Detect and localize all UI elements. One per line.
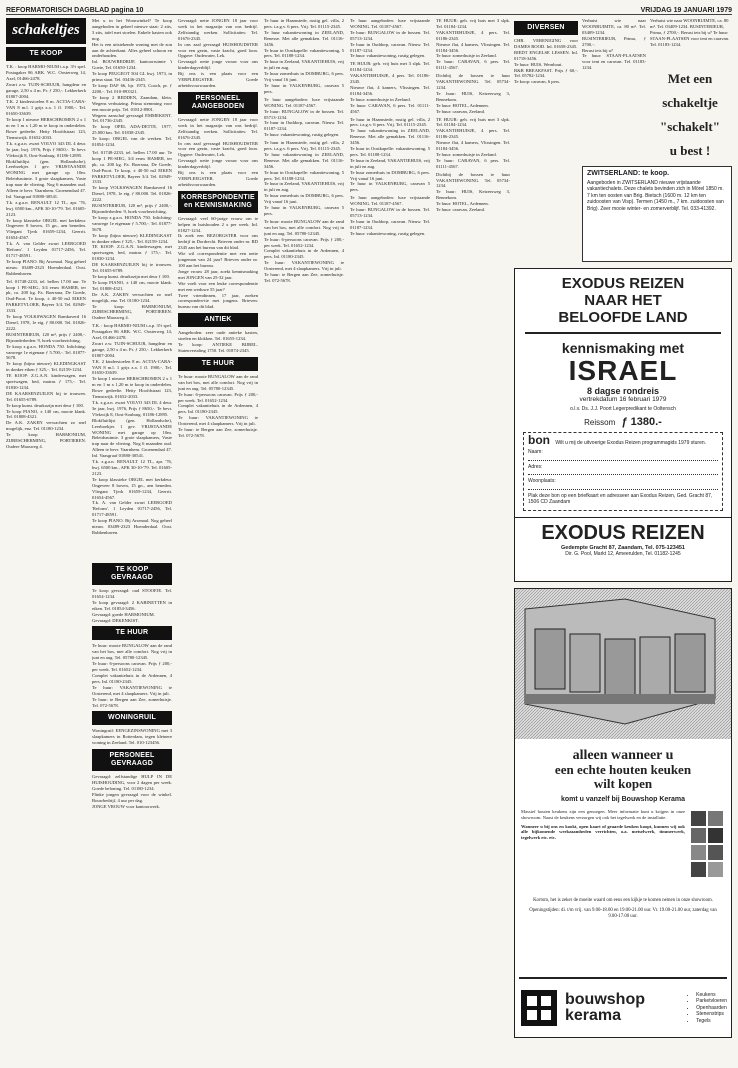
section-woningruil: WONINGRUIL xyxy=(92,711,172,725)
exodus-address: Gedempte Gracht 87, Zaandam, Tel. 075-123451 xyxy=(560,544,685,551)
bouwshop-kerama-ad xyxy=(514,588,732,1038)
classified-text: Verhuist wie naar WOONRUIMTE, ca. 80 m². Tel. 03409-1234. BUSINTERIEUR, Prima, ƒ 2700,-. Berust iets bij u? Te huur: STAAN-PLAATSEN voor tent en caravan. Tel. 01183-1234. xyxy=(582,18,646,71)
kerama-brand: bouwshop kerama xyxy=(565,991,645,1024)
section-te-koop: TE KOOP xyxy=(6,47,86,61)
kerama-bullet: • Tegels xyxy=(696,1018,727,1025)
section-te-huur: TE HUUR xyxy=(178,357,258,371)
classified-text: Dichtbij de bossen te huur VAKANTIEWONING. Tel. 05734-1234. Te huur: HUIS, Keizersweg 3, Bennekom. Te huur: HOTEL, Ardennen. Te huur: caravan, Zeeland. xyxy=(436,171,510,213)
section-diversen: DIVERSEN xyxy=(514,21,578,35)
coupon-instructions: Plak deze bon op een briefkaart en adresseer aan Exodus Reizen, Ged. Gracht 87, 1506 CD Zaandam xyxy=(528,492,713,505)
header-paper-name: REFORMATORISCH DAGBLAD pagina 10 xyxy=(6,7,144,14)
classified-text: Te huur in Haamstede, rustig gel. villa, 2 pers. t.a.g.v. 6 pers. Vrij. Tel. 01115-2345. Te huur vakantiewoning in ZEELAND, Renesse. Met alle gemakken. Tel. 01116-3456. Te huur in Oostkapelle: vakantiewoning, 5 pers. Tel. 01188-1234. Te huur in Zeeland, VAKANTIEHUIS, vrij in juli en aug. Te huur zomerhuis in DOMBURG, 6 pers. Vrij vanaf 16 juni. Te huur in VALKENBURG, caravan 5 pers. xyxy=(264,18,344,94)
met-een-line4: u best ! xyxy=(669,143,711,158)
kerama-bullet: • Openhaarden xyxy=(696,1005,727,1012)
classified-text: Gevraagd: nette JONGEN 18 jaar voor werk in het magazijn van ons bedrijf. Zelfstandig werken. Sollicitaties: Tel. 01676-2345. In ons zaal gevraagd HUISHOUDSTER voor een gezin, vaste kracht, goed loon. Opgave: Oudewater, Lek. Gevraagd: nette jonge vrouw voor ons kinderdagverblijf. Bij ons is een plaats voor een VERPLEEGSTER. Goede arbeidsvoorwaarden. xyxy=(178,116,258,187)
kerama-logo-icon xyxy=(519,988,559,1028)
tile-samples-icon xyxy=(689,809,725,889)
classified-text: Te huur: mooie BUNGALOW aan de rand van het bos, met alle comfort. Nog vrij in juni en aug. Tel. 05780-12345. Te huur: 6-persoons caravan. Prijs ƒ 200,- per week. Tel. 01652-1234. Complet vakantiehuis in de Ardennen, 4 pers. Inl. 01180-2345. Te huur: VAKANTIEWONING te Oosterend, met 4 slaapkamers. Vrij in juli. Te huur: te Bergen aan Zee, zomerhuisje. Tel. 072-5678. xyxy=(264,218,344,283)
classified-text: Gevraagd: nette JONGEN 18 jaar voor werk in het magazijn van ons bedrijf. Zelfstandig werken. Sollicitaties: Tel. 01676-2345. In ons zaal gevraagd HUISHOUDSTER voor een gezin, vaste kracht, goed loon. Opgave: Oudewater, Lek. Gevraagd: nette jonge vrouw voor ons kinderdagverblijf. Bij ons is een plaats voor een VERPLEEGSTER. Goede arbeidsvoorwaarden. xyxy=(178,18,258,88)
classified-text: Tel. 01748-2233, tel. bellen 17.00 uur. Te koop 1 PE-SIEG, 3/4 eeuw HAMER, ter pk, ca. 200 kg. Fa. Boersma, De Goede, Oud-Poort. Te koop, ± 40-50 m2 EIKEN PARKETVLOER, Bayeer 3/4. Tel. 02949-1333. Te koop VOLKSWAGEN Ramkaverd 16 Diesel, 1978, 1e eig. ƒ 80.000. Tel. 01826-2222. BUSINTERIEUR, 120 m², prijs ƒ 2400,-. Bijzonderheden: 9, boek voorbezichting. Te koop z.g.a.n. HONDA 750. Inlichting: vanwege 1e eigenaar ƒ 5.700,-. Tel. 01877-5678. Te koop (bijna nieuwe) KLEDINGKAST in donker eiken ƒ 325,-. Tel. 02159-1234. TE KOOP: Z.G.A.N. kinderwagen, met sportwagen, bed, matras ƒ 175,-. Tel. 01830-1234. DE KAARSENZUILEN bij te trouwen. Tel. 01655-6789. Te koop kunst. deurkozijn met deur ƒ 100. Te koop PIANO, ± 140 cm, mooie klank. Tel. 01808-4321. De A.K. ZAKEN verwachten zo snel mogelijk, enz. Tel. 01180-1234. Te koop HARMONIUM, ZIJBESCHERMING, PORTIEREN. Oudere Maasweg 4. xyxy=(6,278,86,449)
coupon-bon-label: bon xyxy=(528,432,550,447)
classified-text: Woningruil: EENGEZINSWONING met 3 slaapkamers in Rotterdam, tegen kleinere woning in Zeeland. Tel. 010-123456. xyxy=(92,728,172,746)
classified-text: T.K. : koop HARMO-NIUM t.a.p. 3½ spel. Postagaker 86 ARK. W.C. Oosterweg 14, Axel, 01466-2478. Zwart z.w. TUIN-SCHUUR, hangdeur en garage, 2,50 x 4 m. Pr. ƒ 250,-. Lekkerkerk 01807-2004. T.K. 2 kinderstoelen 8 m. ACTIA-CARA-VAN 8 m.l. 1 grijs z.a. 1 fl. 1900,-. Tel. 01650-33639. Te koop 1 nieuwe HERSCHBOMEN 2 x 1 m en 1 m x 1,20 m te koop in onderdelen. Bowe gedeelte. Hetty Hoofdstraat 123, Tiemstwijk. 01652-2033. T.k. z.g.a.n. zwart VOLVO 343 DL 4 deur. 3e jaar, bwj. 1976, Prijs ƒ 8650,-. Te bevr. Vlekwijk 8, Oost-Souburg. 01186-12895. Blokfluitlijst (gen. Hollandsche), Leerboekjes 1 gev. VRIJSTAANDE WONING met garage op 10m. Beleidsruimte. 3 grote slaapkamers, Vaste trap naar de vliering. Nog 6 maanden oud. Alleen te bevr. Vaarnhem. Groenendaal 47. Inl. Vaasgraaf 01880-30541. T.k. z.g.a.n. RENAULT 12 TL, apr. '76, bwj. 6500 km., APK 30-10-'79. Tel. 01605-2123. Te koop klassieke ORGEL met kerkdeur. Ongeveer 8 boven, 15 gn., aen beneden. Vliegant Tjerk 01659-1234, Geerrit. 01654-4567. T.k. A. van Gelder zwart LEERGOED 'Reform'. 1 Leyden 01717-2456, Tel. 01717-48591. Te koop PIANO. Bij Arsenaal. Nog geheel nieuw. 03489-2323 Hoenderdaal. Oost. Rubbenhaven. xyxy=(92,323,172,535)
classified-text: Tel. 01748-2233, tel. bellen 17.00 uur. Te koop 1 PE-SIEG, 3/4 eeuw HAMER, ter pk, ca. 200 kg. Fa. Boersma, De Goede, Oud-Poort. Te koop, ± 40-50 m2 EIKEN PARKETVLOER, Bayeer 3/4. Tel. 02949-1333. Te koop VOLKSWAGEN Ramkaverd 16 Diesel, 1978, 1e eig. ƒ 80.000. Tel. 01826-2222. BUSINTERIEUR, 120 m², prijs ƒ 2400,-. Bijzonderheden: 9, boek voorbezichting. Te koop z.g.a.n. HONDA 750. Inlichting: vanwege 1e eigenaar ƒ 5.700,-. Tel. 01877-5678. Te koop (bijna nieuwe) KLEDINGKAST in donker eiken ƒ 325,-. Tel. 02159-1234. TE KOOP: Z.G.A.N. kinderwagen, met sportwagen, bed, matras ƒ 175,-. Tel. 01830-1234. DE KAARSENZUILEN bij te trouwen. Tel. 01655-6789. Te koop kunst. deurkozijn met deur ƒ 100. Te koop PIANO, ± 140 cm, mooie klank. Tel. 01808-4321. De A.K. ZAKEN verwachten zo snel mogelijk, enz. Tel. 01180-1234. Te koop HARMONIUM, ZIJBESCHERMING, PORTIEREN. Oudere Maasweg 4. xyxy=(92,149,172,321)
column-3 xyxy=(178,18,258,1058)
classified-text: Dichtbij de bossen te huur VAKANTIEWONING. Tel. 05734-1234. Te huur: HUIS, Keizersweg 3, Bennekom. Te huur: HOTEL, Ardennen. Te huur: caravan, Zeeland. xyxy=(436,73,510,114)
page-header xyxy=(6,4,732,15)
section-personeel-gevraagd: PERSONEEL GEVRAAGD xyxy=(92,749,172,771)
exodus-sub1: kennismaking met xyxy=(561,339,685,356)
classified-text: CHR. VERENIGING voor DAMES ROOD. Inl. 01658-2345. BIEDT ENGELSE LESSEN. Inl. 01718-3456. Te huur: HUIS, Wernhout. B&B BREAKFAST. Prijs ƒ 60,-. Tel. 05782-1234. Te koop: caravan, 6 pers. xyxy=(514,38,578,85)
exodus-headline-3: BELOOFDE LAND xyxy=(558,309,688,326)
coupon-field-name[interactable]: Naam: xyxy=(528,449,718,461)
column-7 xyxy=(514,18,578,264)
zwitserland-title: ZWITSERLAND: te koop. xyxy=(587,170,670,177)
met-een-line2: schakeltje xyxy=(662,95,718,110)
tile-samples xyxy=(689,809,725,894)
column-4 xyxy=(264,18,344,1058)
keuken-body: Massief houten keukens zijn een genoegen. Meer informatie kunt u krijgen in onze showroom. Naast de keukens verzorgen wij ook het tegelwerk en de installatie. Wanneer u bij ons en kookt, open kaart of geaarde keuken koopt, kunnen wij ook alle bijkomende werkzaamheden verrichten, o.a. metselwerk, timmerwerk, tegelwerk etc. etc. xyxy=(521,809,685,841)
classified-text: Te koop gevraagd: oud STOOFJE. Tel. 01654-1234. Te koop gevraagd: 2 KABINETTEN in eiken. Tel. 01854-3456. Gevraagd: goede HARMONIUM. Gevraagd: DEKENKIST. xyxy=(92,588,172,623)
met-een-schakeltje-box xyxy=(650,70,730,160)
exodus-address-2: Dir. G. Pool, Markt 12, Ameerulden, Tel. 01182-1245 xyxy=(565,550,681,557)
exodus-rondreis: 8 dagse rondreis xyxy=(586,385,660,396)
classified-text: Te huur: mooie BUNGALOW aan de rand van het bos, met alle comfort. Nog vrij in juni en aug. Tel. 05780-12345. Te huur: 6-persoons caravan. Prijs ƒ 200,- per week. Tel. 01652-1234. Complet vakantiehuis in de Ardennen, 4 pers. Inl. 01180-2345. Te huur: VAKANTIEWONING te Oosterend, met 4 slaapkamers. Vrij in juli. Te huur: te Bergen aan Zee, zomerhuisje. Tel. 072-5678. xyxy=(178,373,258,438)
met-een-line3: "schakelt" xyxy=(660,119,720,134)
zwitserland-body: Aangeboden in ZWITSERLAND nieuwe vrijstaande vakantiechalets. Deze chalets bevinden zich in Mörel 1850 m. 7 km ten oosten van Brig. Bietsch (1600 m. 12 km ten zuidoosten van Visp). Termen (1450 m., 7 km. zuidoosten van Brig). Zeer mooie winter- en zomerverblijf. Tel. 033-41392. xyxy=(587,179,724,212)
kerama-bullets xyxy=(688,992,727,1025)
classified-text: T.K. : koop HARMO-NIUM t.a.p. 3½ spel. Postagaker 86 ARK. W.C. Oosterweg 14, Axel, 01466-2478. Zwart z.w. TUIN-SCHUUR, hangdeur en garage, 2,50 x 4 m. Pr. ƒ 250,-. Lekkerkerk 01807-2004. T.K. 2 kinderstoelen 8 m. ACTIA-CARA-VAN 8 m.l. 1 grijs z.a. 1 fl. 1900,-. Tel. 01650-33639. Te koop 1 nieuwe HERSCHBOMEN 2 x 1 m en 1 m x 1,20 m te koop in onderdelen. Bowe gedeelte. Hetty Hoofdstraat 123, Tiemstwijk. 01652-2033. T.k. z.g.a.n. zwart VOLVO 343 DL 4 deur. 3e jaar, bwj. 1976, Prijs ƒ 8650,-. Te bevr. Vlekwijk 8, Oost-Souburg. 01186-12895. Blokfluitlijst (gen. Hollandsche), Leerboekjes 1 gev. VRIJSTAANDE WONING met garage op 10m. Beleidsruimte. 3 grote slaapkamers, Vaste trap naar de vliering. Nog 6 maanden oud. Alleen te bevr. Vaarnhem. Groenendaal 47. Inl. Vaasgraaf 01880-30541. T.k. z.g.a.n. RENAULT 12 TL, apr. '76, bwj. 6500 km., APK 30-10-'79. Tel. 01605-2123. Te koop klassieke ORGEL met kerkdeur. Ongeveer 8 boven, 15 gn., aen beneden. Vliegant Tjerk 01659-1234, Geerrit. 01654-4567. T.k. A. van Gelder zwart LEERGOED 'Reform'. 1 Leyden 01717-2456, Tel. 01717-48591. Te koop PIANO. Bij Arsenaal. Nog geheel nieuw. 03489-2323 Hoenderdaal. Oost. Rubbenhaven. xyxy=(6,64,86,276)
column-2-lower xyxy=(92,560,172,1050)
column-9-top xyxy=(650,18,730,48)
section-te-huur-2: TE HUUR xyxy=(92,626,172,640)
schakeltjes-banner xyxy=(6,18,86,44)
classified-text: Te huur aangeboden: luxe vrijstaande WONING. Tel. 01187-4567. Te huur: BUNGALOW in de bossen. Tel. 05713-1234. Te huur in Ouddorp, caravan. Nieuw. Tel. 01187-1234. Te huur: vakantiewoning, rustig gelegen. xyxy=(350,18,430,59)
classified-text: Te huur in Haamstede, rustig gel. villa, 2 pers. t.a.g.v. 6 pers. Vrij. Tel. 01115-2345. Te huur vakantiewoning in ZEELAND, Renesse. Met alle gemakken. Tel. 01116-3456. Te huur in Oostkapelle: vakantiewoning, 5 pers. Tel. 01188-1234. Te huur in Zeeland, VAKANTIEHUIS, vrij in juli en aug. Te huur zomerhuis in DOMBURG, 6 pers. Vrij vanaf 16 juni. Te huur in VALKENBURG, caravan 5 pers. xyxy=(264,140,344,216)
column-1 xyxy=(6,18,86,1058)
keuken-line3: wilt kopen xyxy=(593,776,653,791)
exodus-price: ƒ 1380.- xyxy=(621,415,662,428)
keuken-line4: komt u vanzelf bij Bouwshop Kerama xyxy=(560,796,686,803)
section-antiek: ANTIEK xyxy=(178,313,258,327)
classified-text: Te huur aangeboden: luxe vrijstaande WONING. Tel. 01187-4567. Te huur: BUNGALOW in de bossen. Tel. 05713-1234. Te huur in Ouddorp, caravan. Nieuw. Tel. 01187-1234. Te huur: vakantiewoning, rustig gelegen. xyxy=(350,195,430,236)
zwitserland-ad xyxy=(582,166,732,262)
exodus-headline-2: NAAR HET xyxy=(584,292,662,309)
banner-title: schakeltjes xyxy=(12,22,80,39)
exodus-date: vertrekdatum 16 februari 1979 xyxy=(579,395,667,403)
classified-text: Aangeboden: zeer oude antieke kasten, stoelen en klokken. Tel. 01655-1234. Te koop: ANTIEKE BIJBEL. Statenvertaling 1750. Tel. 01874-2345. xyxy=(178,330,258,353)
column-5 xyxy=(350,18,430,1058)
kerama-footer xyxy=(519,977,727,1033)
classified-text: Verhuist wie naar WOONRUIMTE, ca. 80 m². Tel. 03409-1234. BUSINTERIEUR, Prima, ƒ 2700,-. Berust iets bij u? Te huur: STAAN-PLAATSEN voor tent en caravan. Tel. 01183-1234. xyxy=(650,18,730,47)
classified-text: TE HUUR: geh. vrij huis met 3 slpk. Tel. 01184-1234. VAKANTIEHUISJE, 4 pers. Tel. 01186-2345. Nieuwe flat, 4 kamers, Vlissingen. Tel. 01184-3456. Te huur: zomerhuisje in Zeeland. Te huur: CARAVAN, 6 pers. Tel. 01111-4567. xyxy=(436,18,510,71)
header-date: VRIJDAG 19 JANUARI 1979 xyxy=(640,7,732,14)
exodus-coupon[interactable] xyxy=(523,432,723,511)
keuken-route: Kortom, het is zeker de moeite waard om eens een kijkje te komen nemen in onze showroom. xyxy=(533,898,713,903)
exodus-price-label: Reissom xyxy=(584,417,616,427)
exodus-leader: o.l.v. Ds. J.J. Poort Legerpredikant te Ooltensch xyxy=(570,405,676,412)
section-korrespondentie: KORRESPONDENTIE en KENNISMAKING xyxy=(178,191,258,213)
keuken-line1: alleen wanneer u xyxy=(572,748,674,763)
section-personeel-aangeboden: PERSONEEL AANGEBODEN xyxy=(178,92,258,114)
column-6 xyxy=(436,18,510,1058)
section-te-koop-gevraagd: TE KOOP GEVRAAGD xyxy=(92,563,172,585)
exodus-reizen-ad xyxy=(514,268,732,582)
classified-text: TE HUUR: geh. vrij huis met 3 slpk. Tel. 01184-1234. VAKANTIEHUISJE, 4 pers. Tel. 01186-2345. Nieuwe flat, 4 kamers, Vlissingen. Tel. 01184-3456. Te huur: zomerhuisje in Zeeland. Te huur: CARAVAN, 6 pers. Tel. 01111-4567. xyxy=(436,116,510,169)
kerama-bullet: • Keukens xyxy=(696,992,727,999)
classified-text: Te huur: mooie BUNGALOW aan de rand van het bos, met alle comfort. Nog vrij in juni en aug. Tel. 05780-12345. Te huur: 6-persoons caravan. Prijs ƒ 200,- per week. Tel. 01652-1234. Complet vakantiehuis in de Ardennen, 4 pers. Inl. 01180-2345. Te huur: VAKANTIEWONING te Oosterend, met 4 slaapkamers. Vrij in juli. Te huur: te Bergen aan Zee, zomerhuisje. Tel. 072-5678. xyxy=(92,643,172,708)
kerama-bullet: • Stenenstrips xyxy=(696,1011,727,1018)
exodus-brand: EXODUS REIZEN xyxy=(515,517,731,545)
classified-text: Te huur in Haamstede, rustig gel. villa, 2 pers. t.a.g.v. 6 pers. Vrij. Tel. 01115-2345. Te huur vakantiewoning in ZEELAND, Renesse. Met alle gemakken. Tel. 01116-3456. Te huur in Oostkapelle: vakantiewoning, 5 pers. Tel. 01188-1234. Te huur in Zeeland, VAKANTIEHUIS, vrij in juli en aug. Te huur zomerhuis in DOMBURG, 6 pers. Vrij vanaf 16 juni. Te huur in VALKENBURG, caravan 5 pers. xyxy=(350,116,430,193)
keuken-line2: een echte houten keuken xyxy=(554,762,692,777)
classified-text: Gevraagd: zelfstandige HULP IN DE HUISHOUDING, voor 2 dagen per week. Goede beloning. Tel. 01180-1234. Flinke jongen gevraagd voor de winkel. Bouwbedrijf, 4 uur per dag. JONGE VROUW voor kantoorwerk. xyxy=(92,774,172,809)
kerama-bullet: • Parketvloeren xyxy=(696,998,727,1005)
coupon-field-city[interactable]: Woonplaats: xyxy=(528,478,718,490)
exodus-israel: ISRAEL xyxy=(568,354,678,386)
met-een-line1: Met een xyxy=(667,71,713,86)
classified-text: Te huur aangeboden: luxe vrijstaande WONING. Tel. 01187-4567. Te huur: BUNGALOW in de bossen. Tel. 05713-1234. Te huur in Ouddorp, caravan. Nieuw. Tel. 01187-1234. Te huur: vakantiewoning, rustig gelegen. xyxy=(264,96,344,138)
classified-text: TE HUUR: geh. vrij huis met 3 slpk. Tel. 01184-1234. VAKANTIEHUISJE, 4 pers. Tel. 01186-2345. Nieuwe flat, 4 kamers, Vlissingen. Tel. 01184-3456. Te huur: zomerhuisje in Zeeland. Te huur: CARAVAN, 6 pers. Tel. 01111-4567. xyxy=(350,61,430,114)
exodus-headline-1: EXODUS REIZEN xyxy=(561,275,685,292)
classified-text: Gevraagd: veel 60-jarige vrouw om te helpen in huishouden 2 x per week. Inl. 01827-1234. Ik zoek een BEZORGSTER voor ons bedrijf in Dordrecht. Brieven onder nr. RD 2345 aan het bureau van dit blad. Wie wil correspondentie met een nette jongeman van 24 jaar? Brieven onder nr. 100 aan het bureau. Jonge vrouw 28 jaar, zoekt kennismaking met JONGEN van 25-32 jaar. Wie voelt voor een leuke correspondentie met een weduwe 55 jaar? Twee vriendinnen, 17 jaar, zoeken corresponden-tie met jongens. Brieven: bureau van dit blad. xyxy=(178,215,258,310)
keuken-hours: Openingstijden: di. t/m vrij. van 9.00-18.00 en 19.00-21.00 uur. Vr. 19.00-21.00 uur, zaterdag van 9.00-17.00 uur. xyxy=(529,908,717,919)
classified-text: Met u in het Woonwinkel? Te koop aangeboden in geheel nieuwe staat: 2 zits, 3 zits, tafel met stoelen. Enkele kasten ook nog. Het is een uitstekende woning met de zon aan de achterkant. Alles geheel schoon en onderhouden. Inl. BOUWBEDRIJF, kantoorruimte 't Goeie, Tel. 01650-1234. Te koop PEUGEOT 504 GL bwj. 1973, in prima staat. Tel. 03436-2345. Te koop DAF 66, bjr. 1973, Coach, pr. ƒ 2200,-. Tel. 010-893321. Te koop 2 BEDDEN, Zaandam, klein. Wegens verhuizing. Prima stemming voor een mooie prijs. Tel. 01812-8901. Wegens aanschaf gevraagd EMMEKENT. Tel. 01736-2345. Te koop OPEL ADA-DETTE, 1977, 25.000 km. Tel. 01838-2345. Te koop: ORGEL van de werken. Tel. 01854-1234. xyxy=(92,18,172,148)
kitchen-illustration xyxy=(515,589,731,739)
coupon-text: Wilt u mij de uitvoerige Exodus Reizen programmagids 1979 sturen. xyxy=(555,439,707,446)
coupon-field-address[interactable]: Adres: xyxy=(528,464,718,476)
